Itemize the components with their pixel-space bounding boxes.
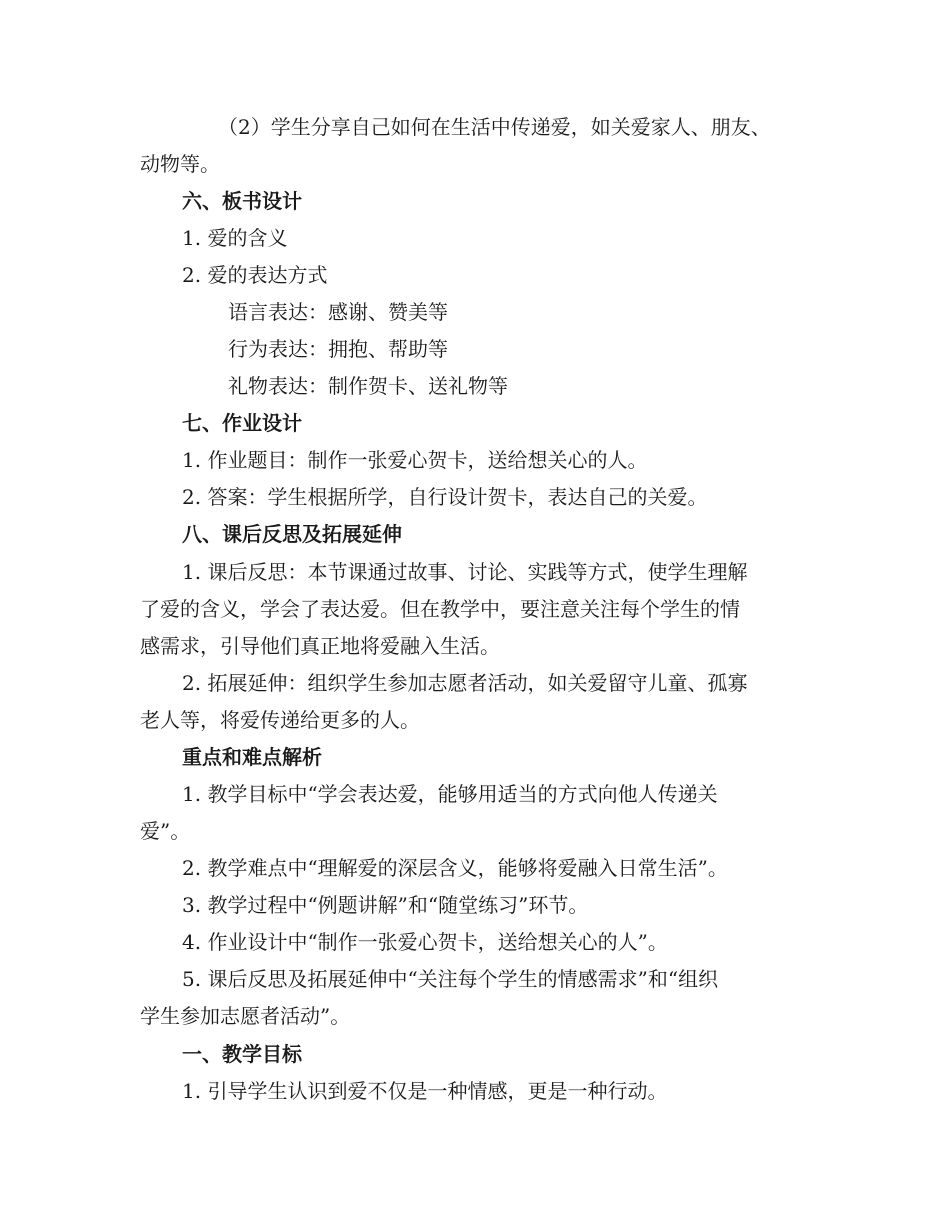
list-item: 1. 教学目标中“学会表达爱，能够用适当的方式向他人传递关 (182, 782, 718, 806)
section-heading: 重点和难点解析 (182, 745, 322, 769)
sub-item: 行为表达：拥抱、帮助等 (228, 337, 448, 361)
list-item: 2. 答案：学生根据所学，自行设计贺卡，表达自己的关爱。 (182, 485, 708, 509)
section-heading: 六、板书设计 (182, 189, 302, 213)
list-item: 2. 爱的表达方式 (182, 263, 328, 287)
paragraph-line: 感需求，引导他们真正地将爱融入生活。 (140, 634, 500, 658)
list-item: 1. 引导学生认识到爱不仅是一种情感，更是一种行动。 (182, 1079, 668, 1103)
list-item: 1. 课后反思：本节课通过故事、讨论、实践等方式，使学生理解 (182, 560, 748, 584)
list-item: 1. 作业题目：制作一张爱心贺卡，送给想关心的人。 (182, 448, 648, 472)
list-item: 2. 拓展延伸：组织学生参加志愿者活动，如关爱留守儿童、孤寡 (182, 671, 748, 695)
list-item: 4. 作业设计中“制作一张爱心贺卡，送给想关心的人”。 (182, 930, 668, 954)
section-heading: 八、课后反思及拓展延伸 (182, 522, 402, 546)
list-item: 5. 课后反思及拓展延伸中“关注每个学生的情感需求”和“组织 (182, 967, 719, 991)
paragraph-line: 学生参加志愿者活动”。 (140, 1004, 351, 1028)
paragraph-line: 了爱的含义，学会了表达爱。但在教学中，要注意关注每个学生的情 (140, 597, 740, 621)
paragraph-line: 动物等。 (140, 152, 220, 176)
paragraph-line: （2）学生分享自己如何在生活中传递爱，如关爱家人、朋友、 (218, 115, 771, 139)
list-item: 2. 教学难点中“理解爱的深层含义，能够将爱融入日常生活”。 (182, 856, 728, 880)
paragraph-line: 老人等，将爱传递给更多的人。 (140, 708, 420, 732)
paragraph-line: 爱”。 (140, 819, 191, 843)
list-item: 1. 爱的含义 (182, 226, 288, 250)
sub-item: 语言表达：感谢、赞美等 (228, 300, 448, 324)
list-item: 3. 教学过程中“例题讲解”和“随堂练习”环节。 (182, 893, 589, 917)
section-heading: 一、教学目标 (182, 1042, 302, 1066)
section-heading: 七、作业设计 (182, 411, 302, 435)
sub-item: 礼物表达：制作贺卡、送礼物等 (228, 374, 508, 398)
